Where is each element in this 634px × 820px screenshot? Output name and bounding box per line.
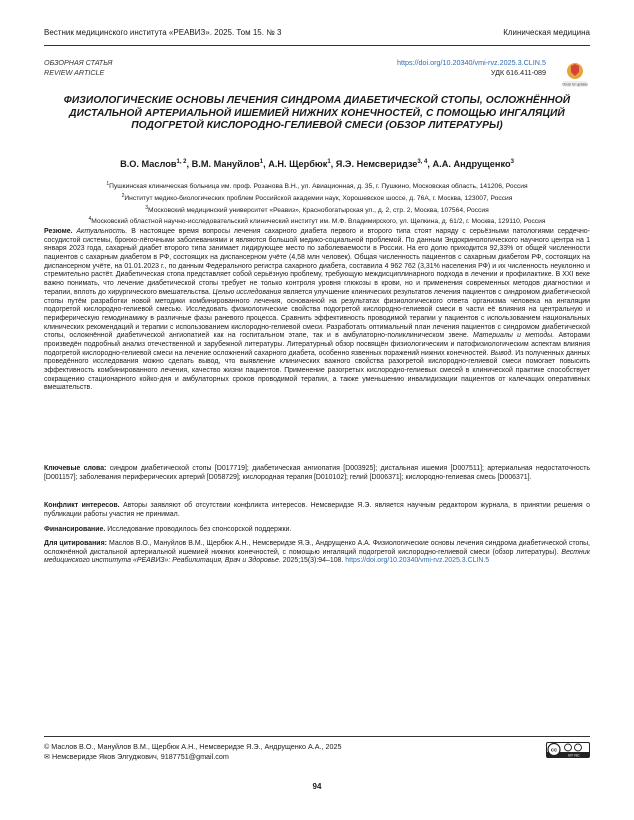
citation-year-pages: 2025;15(3):94–108. <box>282 557 344 565</box>
affiliation-number: 2 <box>121 192 125 199</box>
conflict-text: Авторы заявляют об отсутствии конфликта интересов. Немсверидзе Я.Э. является научным редактором журнала, в принятии решения о публикации работы участия не принимал. <box>44 502 590 518</box>
footer <box>44 742 342 762</box>
affiliation-item <box>40 215 594 227</box>
article-meta <box>397 58 546 78</box>
author-name: В.О. Маслов$^{1, 2}$ <box>120 159 187 170</box>
relevance-text: В настоящее время вопросы лечения сахарного диабета первого и второго типа стоят наряду с серьёзными патологиями сердечно-сосудистой системы, бронхо-лёгочными заболеваниями и являются большой медико-социальной проблемой. По данным Эндокринологического научного центра на 1 января 2023 года, сахарный диабет второго типа занимает лидирующее место по заболеваемости в России. На его долю приходится 92,33% от общей численности пациентов с сахарным диабетом в РФ, состоящих на диспансерном учёте (4,58 млн человек). Общая численность пациентов с сахарным диабетом РФ, состоящих на диспансерном учёте, на 01.01.2023 г., по данным Федерального регистра сахарного диабета, составила 4 962 762 (3,31% населения РФ) и их численность неуклонно и стремительно растёт. Диабетическая стопа представляет собой серьёзную проблему, требующую междисциплинарного подхода в лечении и профилактике. В XXI веке важно понимать, что лечение диабетической стопы требует не только контроля уровня глюкозы в крови, но и применения современных методов диагностики и терапии, вплоть до хирургического вмешательства. <box>44 228 590 296</box>
article-type-ru: ОБЗОРНАЯ СТАТЬЯ <box>44 58 113 67</box>
citation-doi-link[interactable]: https://doi.org/10.20340/vmi-rvz.2025.3.CLIN.5 <box>345 557 490 565</box>
aim-text: является улучшение клинических результатов лечения пациентов с синдромом диабетической стопы путём разработки новой методики комбинированного лечения, основанной на результатах физиологического ответа организма человека на ингаляции подогретой кислородно-гелиевой смесью. Исследовать физиологические свойства подогретой кислородно-гелиевой смеси в части её влияния на центральную и периферическую гемодинамику в различные фазы раневого процесса. Сравнить эффективность проводимой терапии у пациентов с использованием национальных клинических рекомендаций и терапии с использованием кислородно-гелиевой смеси. Разработать оптимальный план лечения пациентов с синдромом диабетической стопы, осложнённой диабетической ангиопатией как на госпитальном этапе, так и в амбулаторно-поликлиническом звене. <box>44 288 591 340</box>
author-name: А.Н. Щербюк$^1$ <box>268 159 331 170</box>
affiliation-text: Пушкинская клиническая больница им. проф. Розанова В.Н., ул. Авиационная, д. 35, г. Пушкино, Московская область, 141206, Россия <box>109 183 528 191</box>
affiliations <box>40 180 594 227</box>
funding-label: Финансирование. <box>44 526 106 533</box>
footer-rule <box>44 736 590 737</box>
author-affiliation-marker: 1 <box>259 159 264 165</box>
author-name: А.А. Андрущенко$^3$ <box>432 159 514 170</box>
affiliation-item <box>40 192 594 204</box>
cc-badge-bottom: BY NC <box>568 753 580 758</box>
methods-label: Материалы и методы. <box>472 332 555 340</box>
affiliation-text: Институт медико-биологических проблем Российской академии наук, Хорошевское шоссе, д. 76А, г. Москва, 123007, Россия <box>124 195 513 203</box>
check-for-updates-icon[interactable] <box>560 60 590 90</box>
page-number: 94 <box>312 782 322 791</box>
affiliation-number: 4 <box>88 216 92 223</box>
methods-text: Авторами произведён подробный анализ отечественной и зарубежной литературы. Литературный обзор посвящён физиологическим и патофизиологическим аспектам влияния подогретой кислородно-гелиевой смеси на лечение осложнений сахарного диабета, особенно язвенных поражений нижних конечностей. <box>44 332 590 357</box>
article-type <box>44 58 112 78</box>
article-type-en: REVIEW ARTICLE <box>44 68 105 77</box>
citation-text: Маслов В.О., Мануйлов В.М., Щербюк А.Н., Немсверидзе Я.Э., Андрущенко А.А. Физиологические основы лечения синдрома диабетической стопы, осложнённой дистальной артериальной ишемией нижних конечностей, с помощью ингаляций подогретой кислородно-гелиевой смеси (обзор литературы). <box>44 540 590 556</box>
keywords-text: синдром диабетической стопы [D017719]; диабетическая ангиопатия [D003925]; дистальная ишемия [D007511]; артериальная недостаточность [D001157]; заболевания периферических артерий [D058729]; кислородная терапия [D010102]; гелий [D006371]; кислородно-гелиевая смесь [D006371]. <box>44 465 590 481</box>
author-list: В.О. Маслов$^{1, 2}$, В.М. Мануйлов$^1$, А.Н. Щербюк$^1$, Я.Э. Немсверидзе$^{3, 4}$, А.А. Андрущенко$^3$ <box>120 159 514 170</box>
affiliation-text: Московский медицинский университет «Реавиз», Краснобогатырская ул., д. 2, стр. 2, Москва, 107564, Россия <box>148 206 489 214</box>
copyright-text: © Маслов В.О., Мануйлов В.М., Щербюк А.Н., Немсверидзе Я.Э., Андрущенко А.А., 2025 <box>44 742 342 751</box>
badge-text: Check for updates <box>562 82 588 87</box>
citation-journal: Вестник медицинского института «РЕАВИЗ»: Реабилитация, Врач и Здоровье. <box>44 548 590 565</box>
citation <box>44 540 590 566</box>
conflict-of-interest <box>44 502 590 519</box>
header-rule <box>44 45 590 46</box>
cc-badge-top: cc <box>550 747 558 754</box>
section-name: Клиническая медицина <box>503 27 590 37</box>
affiliation-item <box>40 204 594 216</box>
cc-by-nc-license-icon[interactable] <box>546 742 590 758</box>
relevance-label: Актуальность. <box>76 228 128 235</box>
abstract <box>44 228 590 393</box>
affiliation-text: Московский областной научно-исследовательский клинический институт им. М.Ф. Владимирского, ул. Щепкина, д. 61/2, г. Москва, 129110, Россия <box>91 218 546 226</box>
author-affiliation-marker: 1, 2 <box>176 159 187 165</box>
author-name: В.М. Мануйлов$^1$ <box>191 159 264 170</box>
funding <box>44 526 590 535</box>
journal-name: Вестник медицинского института «РЕАВИЗ». 2025. Том 15. № 3 <box>44 27 282 37</box>
author-affiliation-marker: 1 <box>327 159 331 165</box>
affiliation-number: 3 <box>145 204 149 211</box>
doi-link[interactable]: https://doi.org/10.20340/vmi-rvz.2025.3.CLIN.5 <box>396 58 546 67</box>
funding-text: Исследование проводилось без спонсорской поддержки. <box>107 526 292 533</box>
citation-label: Для цитирования: <box>44 540 107 547</box>
journal-header <box>44 20 590 44</box>
conflict-label: Конфликт интересов. <box>44 502 120 509</box>
conclusion-label: Вывод. <box>490 349 514 357</box>
abstract-label: Резюме. <box>44 228 73 235</box>
contact-text[interactable]: ✉ Немсверидзе Яков Элгуджович, 9187751@gmail.com <box>44 752 229 761</box>
article-title: ФИЗИОЛОГИЧЕСКИЕ ОСНОВЫ ЛЕЧЕНИЯ СИНДРОМА ДИАБЕТИЧЕСКОЙ СТОПЫ, ОСЛОЖНЁННОЙ ДИСТАЛЬНОЙ АРТЕРИАЛЬНОЙ ИШЕМИЕЙ НИЖНИХ КОНЕЧНОСТЕЙ, С ПОМОЩЬЮ ИНГАЛЯЦИЙ ПОДОГРЕТОЙ КИСЛОРОДНО-ГЕЛИЕВОЙ СМЕСИ (ОБЗОР ЛИТЕРАТУРЫ) <box>63 95 571 132</box>
aim-label: Целью исследования <box>212 288 282 296</box>
keywords-label: Ключевые слова: <box>44 465 107 472</box>
author-affiliation-marker: 3 <box>510 159 514 165</box>
affiliation-number: 1 <box>106 181 110 187</box>
affiliation-item <box>40 180 594 192</box>
author-affiliation-marker: 3, 4 <box>417 159 428 165</box>
author-name: Я.Э. Немсверидзе$^{3, 4}$ <box>335 159 428 170</box>
udc-code: УДК 616.411-089 <box>490 68 546 77</box>
conclusion-text: Из полученных данных проведённого исследования можно сделать вывод, что выявление клинических важного свойства разогретой кислородно-гелиевой смеси помогает повысить эффективность комбинированного лечения, качество жизни пациентов. Применение разогретых кислородно-гелиевых смесей в клинической практике способствует сокращению стационарного койко-дня и амбулаторных сроков проводимой терапии, а также уменьшению инвалидизации пациентов от калечащих оперативных вмешательств. <box>44 349 591 392</box>
keywords <box>44 465 590 482</box>
